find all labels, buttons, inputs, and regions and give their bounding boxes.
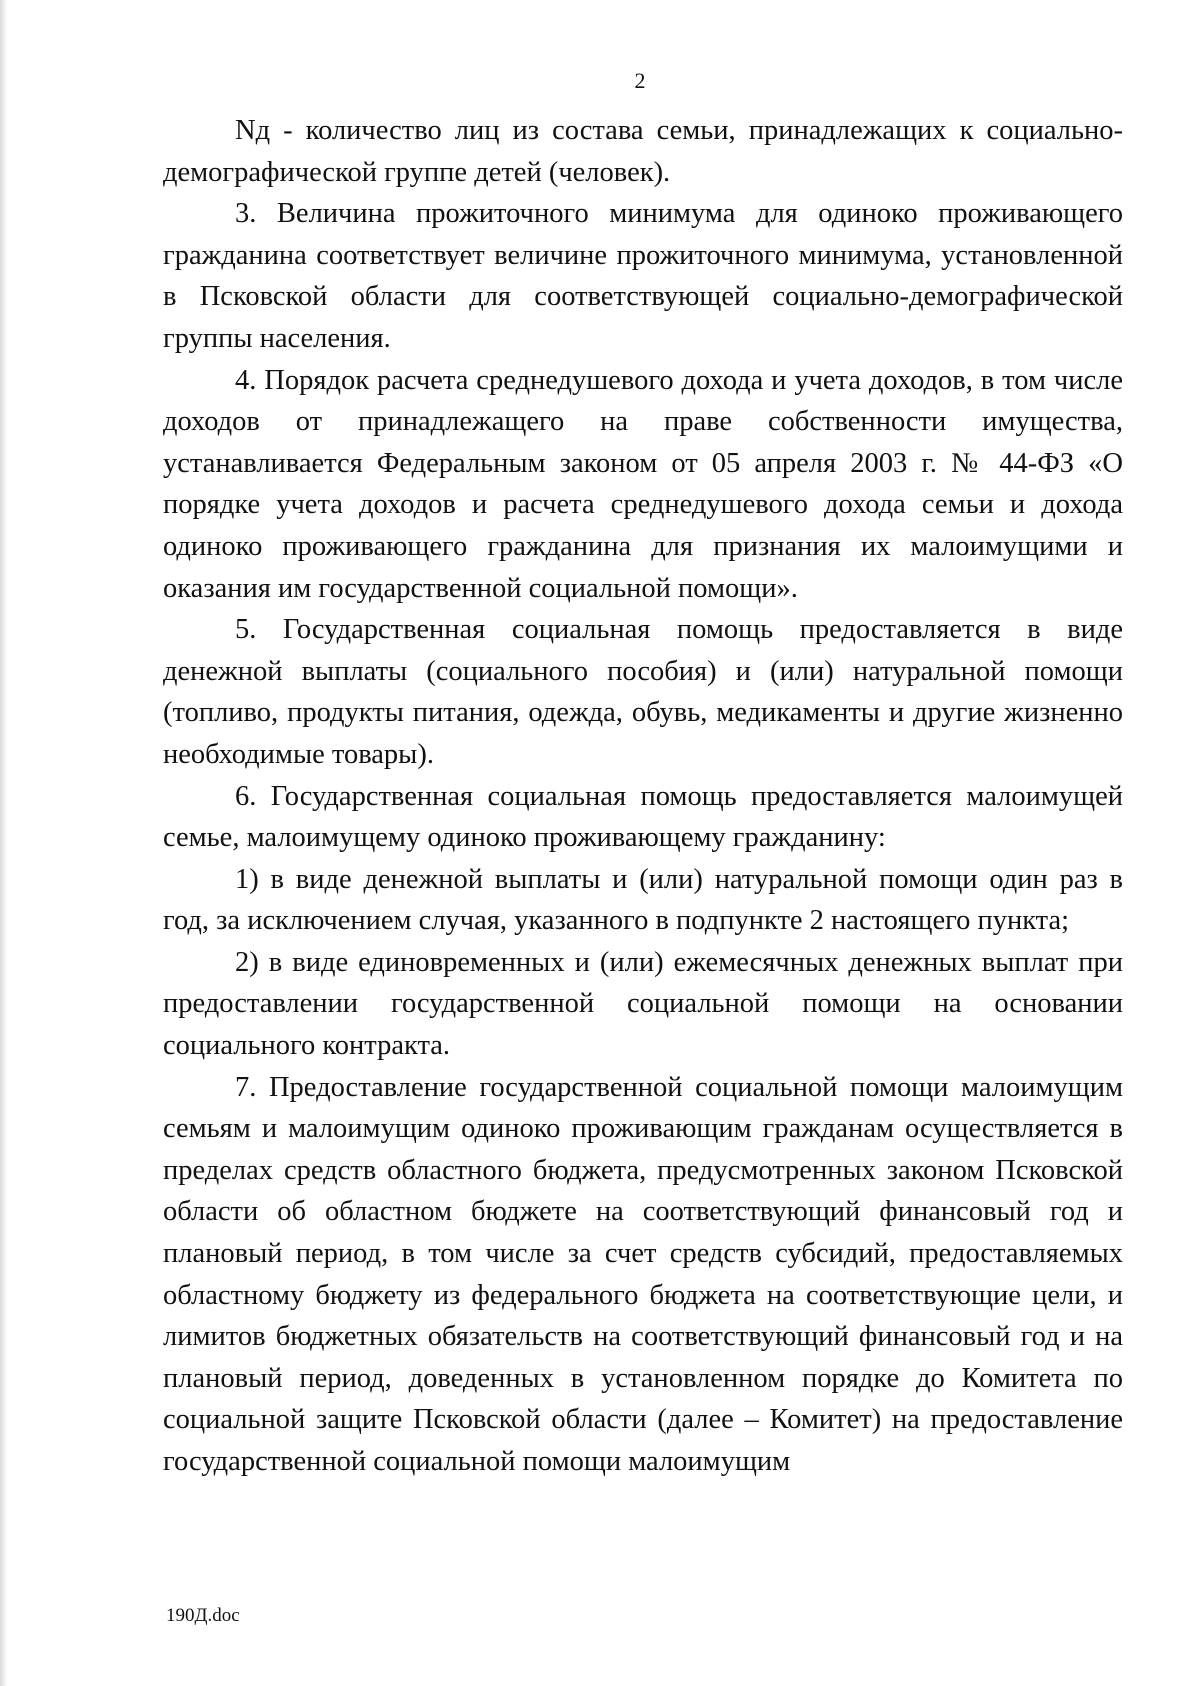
- paragraph-clause-6: 6. Государственная социальная помощь предоставляется малоимущей семье, малоимущему одиноко проживающему гражданину:: [163, 780, 1123, 854]
- paragraph-clause-6-item-2: 2) в виде единовременных и (или) ежемесячных денежных выплат при предоставлении государственной социальной помощи на основании социального контракта.: [163, 946, 1123, 1062]
- paragraph-clause-6-item-1: 1) в виде денежной выплаты и (или) натуральной помощи один раз в год, за исключением случая, указанного в подпункте 2 настоящего пункта;: [163, 863, 1123, 937]
- paragraph-clause-4: 4. Порядок расчета среднедушевого дохода и учета доходов, в том числе доходов от принадлежащего на праве собственности имущества, устанавливается Федеральным законом от 05 апреля 2003 г. № 44-ФЗ «О порядке учета доходов и расчета среднедушевого дохода семьи и дохода одиноко проживающего гражданина для признания их малоимущими и оказания им государственной социальной помощи».: [163, 364, 1123, 604]
- page-number: 2: [634, 68, 646, 93]
- paragraph-nd-definition: Nд - количество лиц из состава семьи, принадлежащих к социально-демографической группе детей (человек).: [163, 115, 1123, 188]
- document-body: [163, 110, 1123, 1483]
- scan-edge-shadow: [0, 0, 8, 1686]
- footer-file-name: 190Д.doc: [166, 1605, 240, 1626]
- paragraph-clause-7: 7. Предоставление государственной социальной помощи малоимущим семьям и малоимущим одиноко проживающим гражданам осуществляется в пределах средств областного бюджета, предусмотренных законом Псковской области об областном бюджете на соответствующий финансовый год и плановый период, в том числе за счет средств субсидий, предоставляемых областному бюджету из федерального бюджета на соответствующие цели, и лимитов бюджетных обязательств на соответствующий финансовый год и на плановый период, доведенных в установленном порядке до Комитета по социальной защите Псковской области (далее – Комитет) на предоставление государственной социальной помощи малоимущим: [163, 1071, 1123, 1477]
- paragraph-clause-3: 3. Величина прожиточного минимума для одиноко проживающего гражданина соответствует величине прожиточного минимума, установленной в Псковской области для соответствующей социально-демографической группы населения.: [163, 198, 1123, 354]
- paragraph-clause-5: 5. Государственная социальная помощь предоставляется в виде денежной выплаты (социального пособия) и (или) натуральной помощи (топливо, продукты питания, одежда, обувь, медикаменты и другие жизненно необходимые товары).: [163, 614, 1123, 770]
